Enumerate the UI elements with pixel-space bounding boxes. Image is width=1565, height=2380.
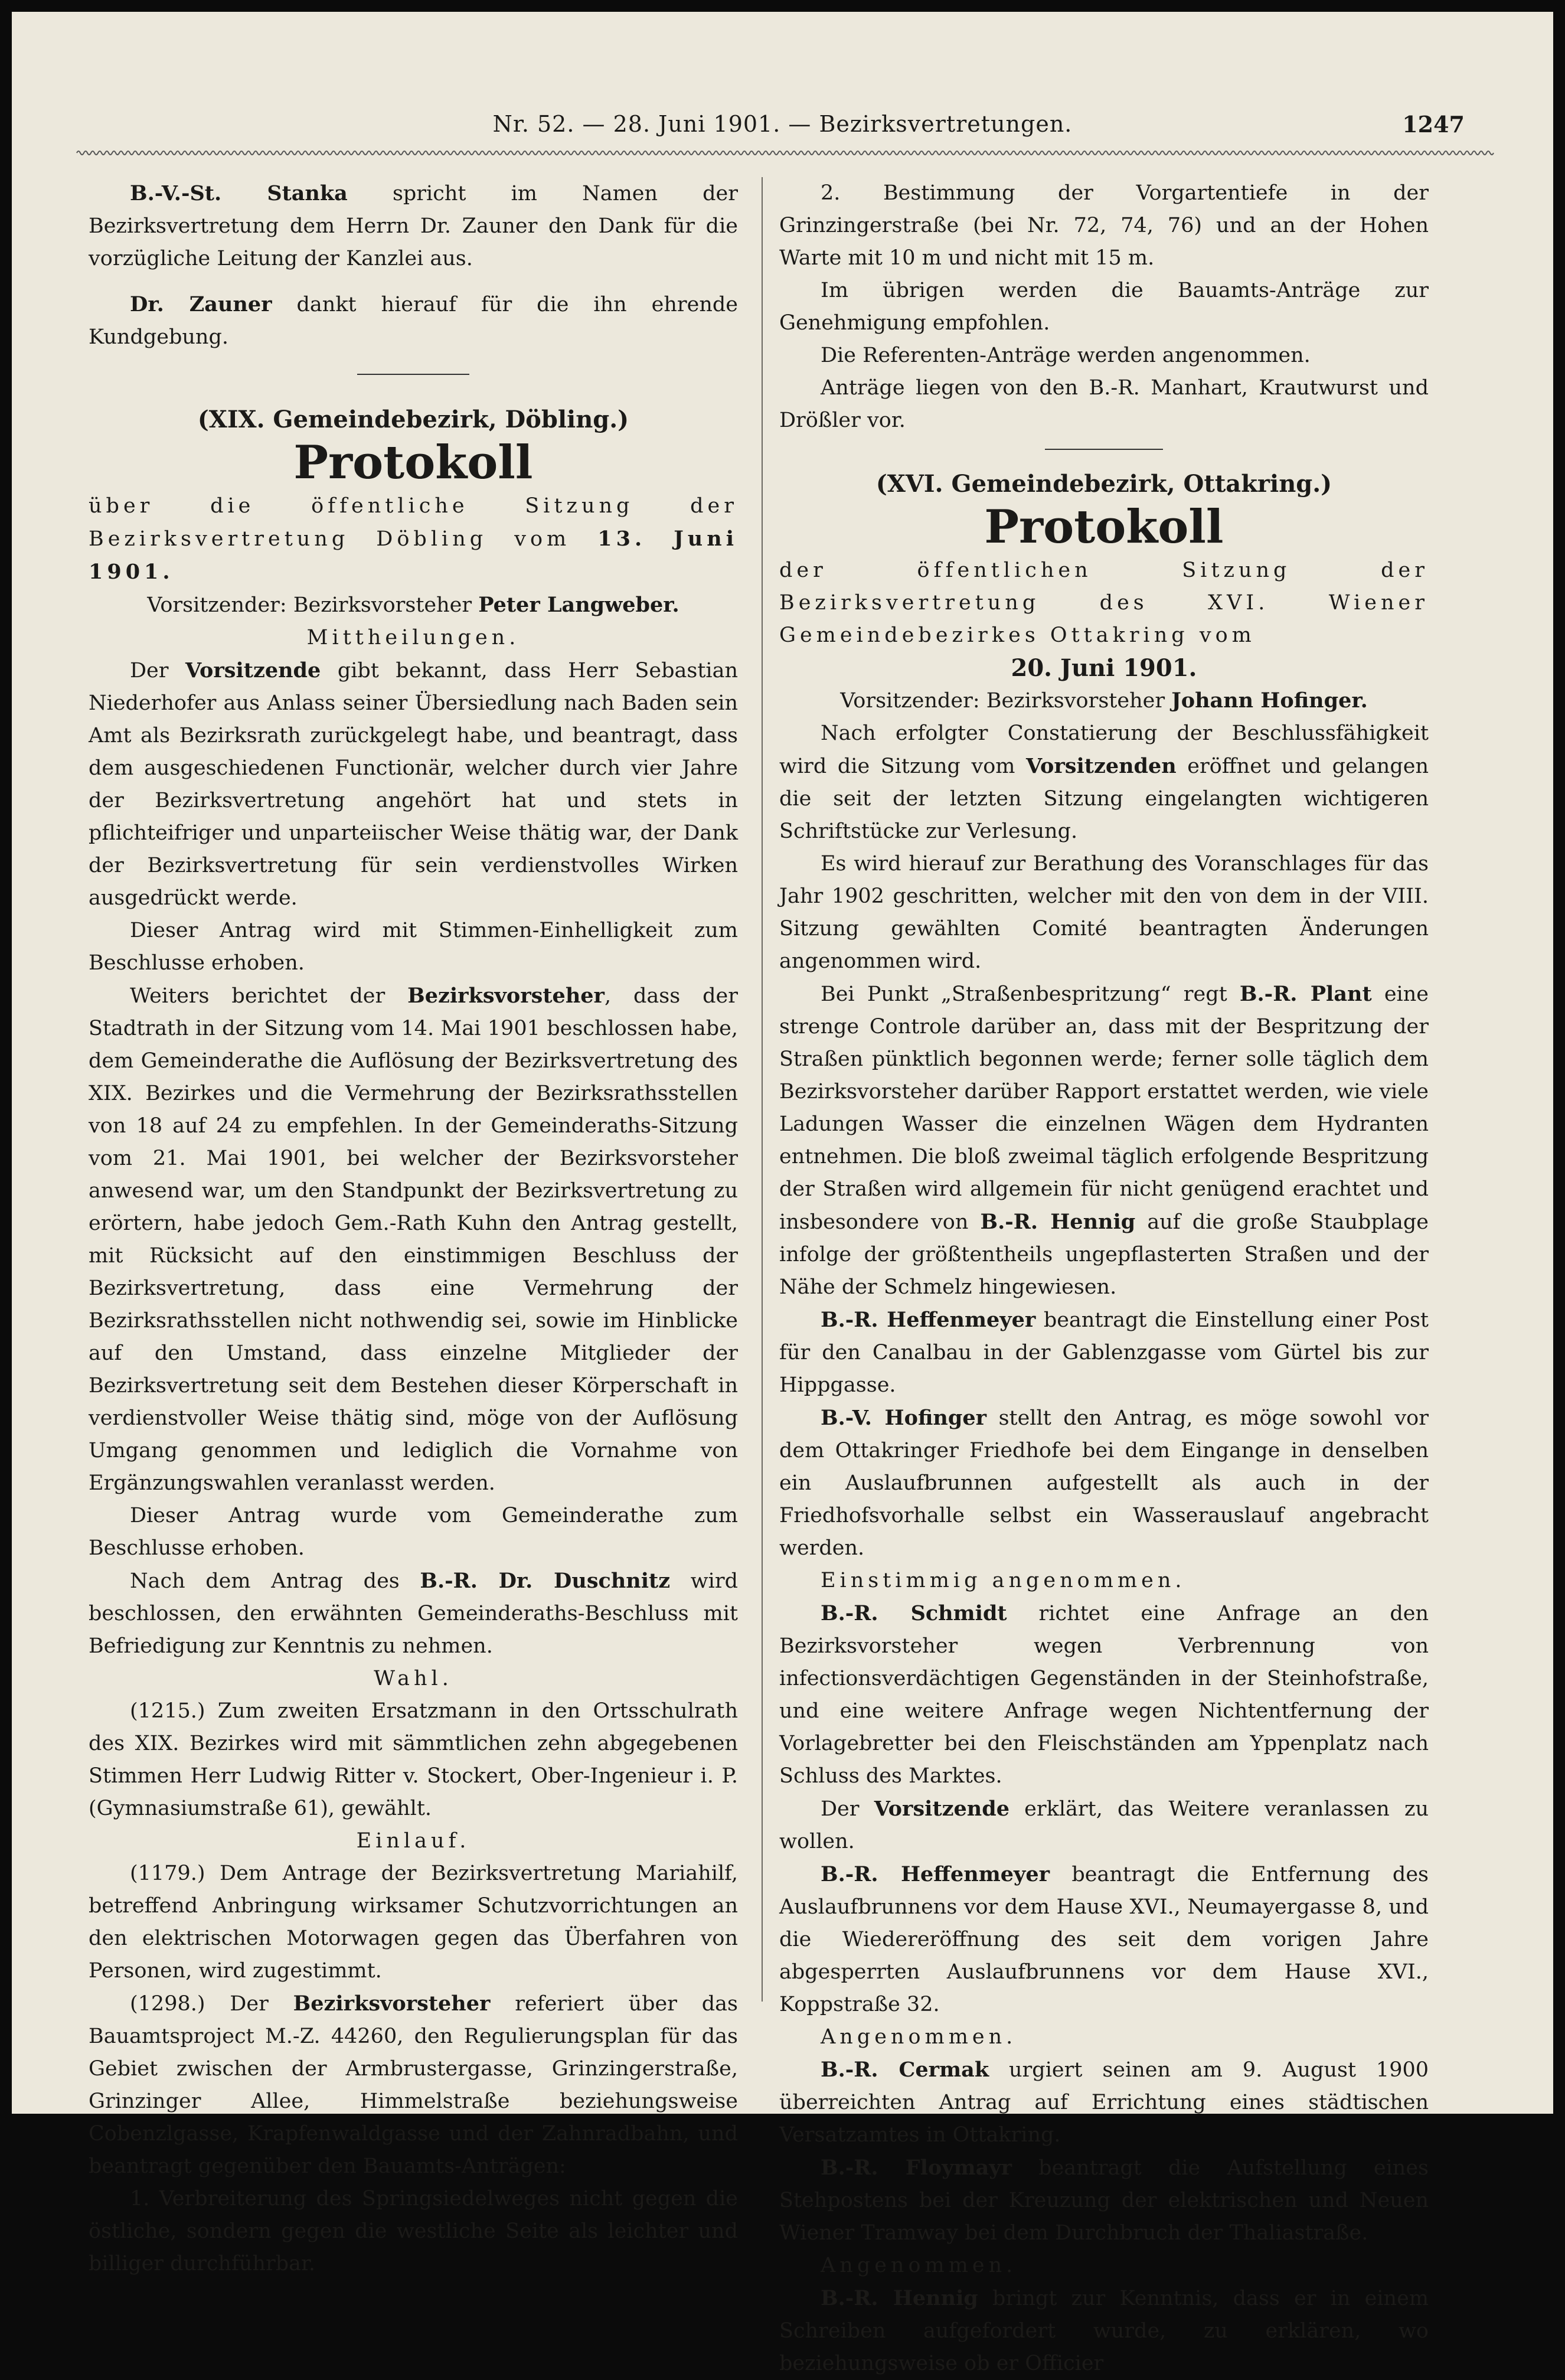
chair-line: Vorsitzender: Bezirksvorsteher Johann Hofinger. — [840, 688, 1368, 713]
running-header — [77, 111, 1488, 146]
paragraph: Es wird hierauf zur Berathung des Voranschlages für das Jahr 1902 geschritten, welcher mit den von dem in der VIII. Sitzung gewählten Comité beantragten Änderungen angenommen wird. — [779, 852, 1429, 973]
paragraph: Einstimmig angenommen. — [821, 1569, 1186, 1592]
paragraph: Der Vorsitzende gibt bekannt, dass Herr Sebastian Niederhofer aus Anlass seiner Übersiedlung nach Baden sein Amt als Bezirksrath zurückgelegt habe, und beantragt, dass dem ausgeschiedenen Functionär, welcher durch vier Jahre der Bezirksvertretung angehört hat und stets in pflichteifriger und unparteiischer Weise thätig war, der Dank der Bezirksvertretung für sein verdienstvolles Wirken ausgedrückt werde. — [89, 658, 738, 910]
paragraph: Nach dem Antrag des B.-R. Dr. Duschnitz wird beschlossen, den erwähnten Gemeinderaths-Beschluss mit Befriedigung zur Kenntnis zu nehmen. — [89, 1569, 738, 1658]
page-number: 1247 — [1402, 111, 1465, 138]
paragraph: Dieser Antrag wird mit Stimmen-Einhelligkeit zum Beschlusse erhoben. — [89, 919, 738, 975]
paragraph: B.-R. Hennig bringt zur Kenntnis, dass er in einem Schreiben aufgefordert wurde, zu erklären, wo beziehungsweise ob er Officier — [779, 2286, 1429, 2375]
protokoll-title: Protokoll — [293, 436, 533, 489]
district-title: (XVI. Gemeindebezirk, Ottakring.) — [875, 470, 1332, 498]
paragraph: Weiters berichtet der Bezirksvorsteher, dass der Stadtrath in der Sitzung vom 14. Mai 1901 beschlossen habe, dem Gemeinderathe die Auflösung der Bezirksvertretung des XIX. Bezirkes und die Vermehrung der Bezirksrathsstellen von 18 auf 24 zu empfehlen. In der Gemeinderaths-Sitzung vom 21. Mai 1901, bei welcher der Bezirksvorsteher anwesend war, um den Standpunkt der Bezirksvertretung zu erörtern, habe jedoch Gem.-Rath Kuhn den Antrag gestellt, mit Rücksicht auf den einstimmigen Beschluss der Bezirksvertretung, dass eine Vermehrung der Bezirksrathsstellen nicht nothwendig sei, sowie im Hinblicke auf den Umstand, dass einzelne Mitglieder der Bezirksvertretung seit dem Bestehen dieser Körperschaft in verdienstvoller Weise thätig sind, möge von der Auflösung Umgang genommen und lediglich die Vornahme von Ergänzungswahlen veranlasst werden. — [89, 984, 738, 1495]
paragraph: B.-V. Hofinger stellt den Antrag, es möge sowohl vor dem Ottakringer Friedhofe bei dem Eingange in denselben ein Auslaufbrunnen aufgestellt als auch in der Friedhofsvorhalle selbst ein Wasserauslauf angebracht werden. — [779, 1406, 1429, 1560]
column-divider — [762, 177, 763, 2002]
paragraph: Nach erfolgter Constatierung der Beschlussfähigkeit wird die Sitzung vom Vorsitzenden eröffnet und gelangen die seit der letzten Sitzung eingelangten wichtigeren Schriftstücke zur Verlesung. — [779, 721, 1429, 843]
section-rule — [1045, 449, 1163, 450]
session-date: 20. Juni 1901. — [1011, 654, 1197, 682]
section-heading: Einlauf. — [356, 1829, 471, 1853]
paragraph: Angenommen. — [821, 2025, 1017, 2049]
paragraph: 2. Bestimmung der Vorgartentiefe in der Grinzingerstraße (bei Nr. 72, 74, 76) und an der Hohen Warte mit 10 m und nicht mit 15 m. — [779, 181, 1429, 270]
speaker-name: Dr. Zauner — [130, 292, 272, 316]
section-heading: Wahl. — [374, 1667, 453, 1690]
paragraph: Die Referenten-Anträge werden angenommen. — [821, 344, 1311, 367]
speaker-name: B.-V.-St. Stanka — [130, 181, 348, 205]
session-subtitle: der öffentlichen Sitzung der Bezirksvertretung des XVI. Wiener Gemeindebezirkes Ottakring vom — [779, 559, 1429, 647]
paragraph: Dieser Antrag wurde vom Gemeinderathe zum Beschlusse erhoben. — [89, 1504, 738, 1560]
paragraph: Der Vorsitzende erklärt, das Weitere veranlassen zu wollen. — [779, 1797, 1429, 1853]
paragraph: 1. Verbreiterung des Springsiedelweges nicht gegen die östliche, sondern gegen die westliche Seite als leichter und billiger durchführbar. — [89, 2187, 738, 2275]
header-title: Nr. 52. — 28. Juni 1901. — Bezirksvertretungen. — [492, 111, 1073, 137]
district-title: (XIX. Gemeindebezirk, Döbling.) — [197, 406, 629, 433]
paragraph: B.-V.-St. Stanka spricht im Namen der Bezirksvertretung dem Herrn Dr. Zauner den Dank für die vorzügliche Leitung der Kanzlei aus. — [89, 181, 738, 270]
paragraph: (1298.) Der Bezirksvorsteher referiert über das Bauamtsproject M.-Z. 44260, den Regulierungsplan für das Gebiet zwischen der Armbrustergasse, Grinzingerstraße, Grinzinger Allee, Himmelstraße beziehungsweise Cobenzlgasse, Krapfenwaldgasse und der Zahnradbahn, und beantragt gegenüber den Bauamts-Anträgen: — [89, 1992, 739, 2178]
section-rule — [357, 374, 469, 375]
paragraph: (1215.) Zum zweiten Ersatzmann in den Ortsschulrath des XIX. Bezirkes wird mit sämmtlichen zehn abgegebenen Stimmen Herr Ludwig Ritter v. Stockert, Ober-Ingenieur i. P. (Gymnasiumstraße 61), gewählt. — [89, 1699, 738, 1820]
chair-name: Peter Langweber. — [478, 593, 679, 617]
paragraph: B.-R. Cermak urgiert seinen am 9. August 1900 überreichten Antrag auf Errichtung eines städtischen Versatzamtes in Ottakring. — [779, 2058, 1429, 2147]
section-heading: Mittheilungen. — [306, 626, 520, 649]
header-wavy-rule — [77, 149, 1488, 157]
right-column — [779, 177, 1429, 2380]
protokoll-title: Protokoll — [984, 500, 1224, 554]
session-date: 13. Juni 1901. — [89, 527, 739, 584]
newspaper-page — [12, 12, 1553, 2375]
paragraph: Bei Punkt „Straßenbespritzung“ regt B.-R. Plant eine strenge Controle darüber an, dass mit der Bespritzung der Straßen pünktlich begonnen werde; ferner solle täglich dem Bezirksvorsteher darüber Rapport erstattet werden, wie viele Ladungen Wasser die einzelnen Wägen dem Hydranten entnehmen. Die bloß zweimal täglich erfolgende Bespritzung der Straßen wird allgemein für nicht genügend erachtet und insbesondere von B.-R. Hennig auf die große Staubplage infolge der größtentheils ungepflasterten Straßen und der Nähe der Schmelz hingewiesen. — [779, 982, 1429, 1299]
paragraph: B.-R. Heffenmeyer beantragt die Entfernung des Auslaufbrunnens vor dem Hause XVI., Neumayergasse 8, und die Wiedereröffnung des seit dem vorigen Jahre abgesperrten Auslaufbrunnens vor dem Hause XVI., Koppstraße 32. — [779, 1862, 1429, 2016]
chair-line: Vorsitzender: Bezirksvorsteher Peter Langweber. — [147, 593, 679, 617]
paragraph: Angenommen. — [821, 2254, 1017, 2277]
chair-name: Johann Hofinger. — [1171, 688, 1368, 713]
paragraph: B.-R. Floymayr beantragt die Aufstellung eines Stehpostens bei der Kreuzung der elektrischen und Neuen Wiener Tramway bei dem Durchbruch der Thaliastraße. — [779, 2156, 1429, 2245]
paragraph: (1179.) Dem Antrage der Bezirksvertretung Mariahilf, betreffend Anbringung wirksamer Schutzvorrichtungen an den elektrischen Motorwagen gegen das Überfahren von Personen, wird zugestimmt. — [89, 1862, 738, 1983]
left-column — [89, 177, 738, 2280]
session-subtitle: über die öffentliche Sitzung der Bezirksvertretung Döbling vom 13. Juni 1901. — [89, 494, 739, 584]
paragraph: Im übrigen werden die Bauamts-Anträge zur Genehmigung empfohlen. — [779, 279, 1429, 335]
paragraph: B.-R. Schmidt richtet eine Anfrage an den Bezirksvorsteher wegen Verbrennung von infectionsverdächtigen Gegenständen in der Steinhofstraße, und eine weitere Anfrage wegen Nichtentfernung der Vorlagebretter bei den Fleischständen am Yppenplatz nach Schluss des Marktes. — [779, 1601, 1429, 1788]
paragraph: Anträge liegen von den B.-R. Manhart, Krautwurst und Drößler vor. — [779, 376, 1429, 432]
paragraph: B.-R. Heffenmeyer beantragt die Einstellung einer Post für den Canalbau in der Gablenzgasse vom Gürtel bis zur Hippgasse. — [779, 1308, 1429, 1397]
paragraph: Dr. Zauner dankt hierauf für die ihn ehrende Kundgebung. — [89, 292, 738, 349]
